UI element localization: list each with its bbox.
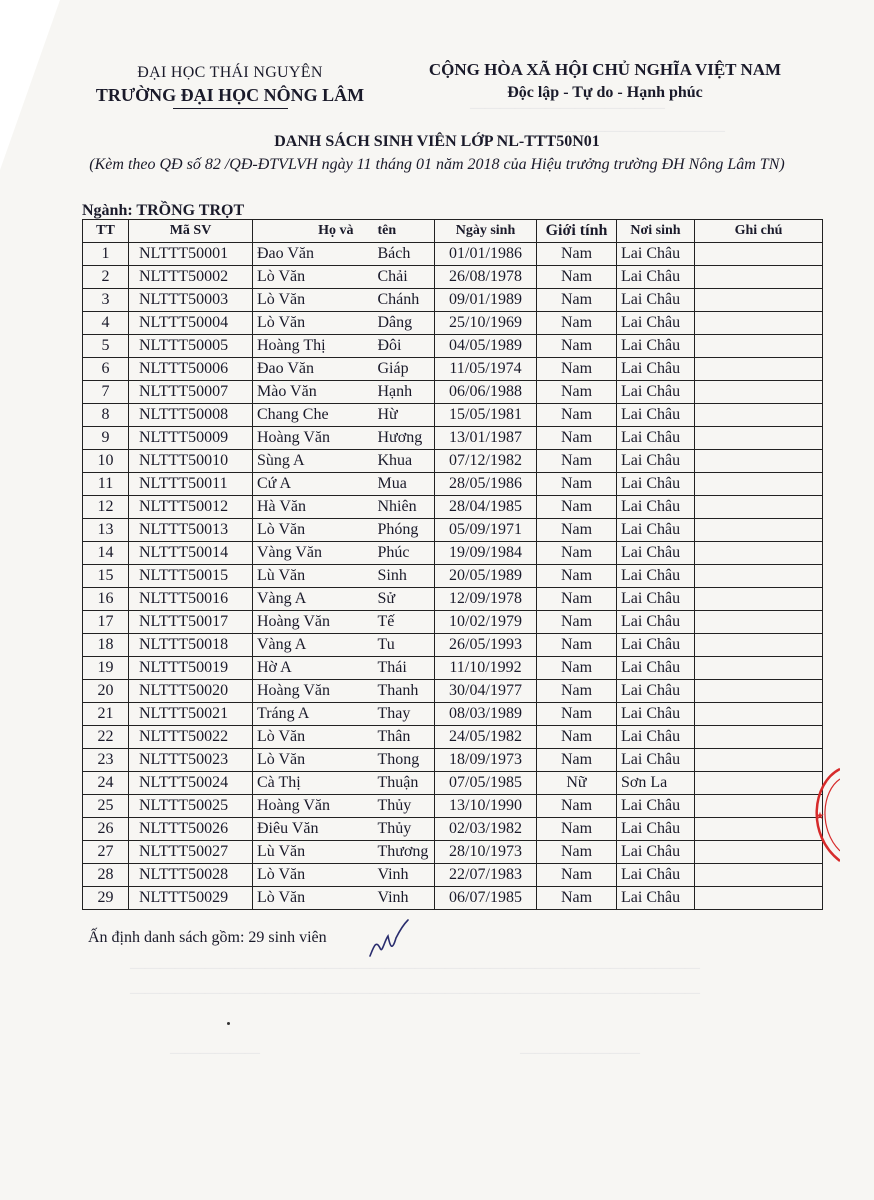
cell-family-name: Điêu Văn <box>253 818 358 841</box>
show-through-text: —————— <box>170 1045 260 1061</box>
cell-family-name: Lù Văn <box>253 841 358 864</box>
cell-student-code: NLTTT50009 <box>129 427 253 450</box>
cell-note <box>695 611 823 634</box>
cell-family-name: Sùng A <box>253 450 358 473</box>
cell-student-code: NLTTT50023 <box>129 749 253 772</box>
cell-family-name: Lò Văn <box>253 312 358 335</box>
cell-birthplace: Lai Châu <box>617 680 695 703</box>
cell-date-of-birth: 06/06/1988 <box>435 381 537 404</box>
cell-family-name: Lò Văn <box>253 749 358 772</box>
cell-birthplace: Lai Châu <box>617 864 695 887</box>
cell-birthplace: Lai Châu <box>617 266 695 289</box>
cell-family-name: Hờ A <box>253 657 358 680</box>
cell-note <box>695 473 823 496</box>
cell-student-code: NLTTT50004 <box>129 312 253 335</box>
cell-tt: 18 <box>83 634 129 657</box>
cell-gender: Nam <box>537 496 617 519</box>
cell-student-code: NLTTT50013 <box>129 519 253 542</box>
document-subtitle: (Kèm theo QĐ số 82 /QĐ-ĐTVLVH ngày 11 tháng 01 năm 2018 của Hiệu trưởng trường ĐH Nông Lâm TN) <box>89 156 785 173</box>
cell-gender: Nữ <box>537 772 617 795</box>
cell-gender: Nam <box>537 887 617 910</box>
cell-birthplace: Lai Châu <box>617 703 695 726</box>
cell-note <box>695 358 823 381</box>
cell-family-name: Hoàng Thị <box>253 335 358 358</box>
cell-tt: 9 <box>83 427 129 450</box>
cell-birthplace: Lai Châu <box>617 381 695 404</box>
cell-gender: Nam <box>537 312 617 335</box>
cell-student-code: NLTTT50014 <box>129 542 253 565</box>
cell-given-name: Chánh <box>358 289 435 312</box>
cell-gender: Nam <box>537 473 617 496</box>
table-row <box>83 335 823 358</box>
table-row <box>83 450 823 473</box>
cell-tt: 5 <box>83 335 129 358</box>
cell-tt: 21 <box>83 703 129 726</box>
cell-student-code: NLTTT50007 <box>129 381 253 404</box>
cell-tt: 20 <box>83 680 129 703</box>
cell-student-code: NLTTT50001 <box>129 243 253 266</box>
table-row <box>83 243 823 266</box>
cell-gender: Nam <box>537 565 617 588</box>
cell-given-name: Thủy <box>358 818 435 841</box>
cell-given-name: Chải <box>358 266 435 289</box>
cell-birthplace: Lai Châu <box>617 634 695 657</box>
cell-student-code: NLTTT50025 <box>129 795 253 818</box>
cell-family-name: Hoàng Văn <box>253 795 358 818</box>
cell-student-code: NLTTT50016 <box>129 588 253 611</box>
footer-summary: Ấn định danh sách gồm: 29 sinh viên <box>88 929 327 946</box>
cell-note <box>695 519 823 542</box>
cell-given-name: Phóng <box>358 519 435 542</box>
cell-gender: Nam <box>537 427 617 450</box>
table-row <box>83 634 823 657</box>
cell-tt: 14 <box>83 542 129 565</box>
cell-date-of-birth: 26/05/1993 <box>435 634 537 657</box>
cell-date-of-birth: 28/04/1985 <box>435 496 537 519</box>
cell-tt: 6 <box>83 358 129 381</box>
cell-tt: 3 <box>83 289 129 312</box>
cell-date-of-birth: 25/10/1969 <box>435 312 537 335</box>
cell-tt: 10 <box>83 450 129 473</box>
cell-family-name: Hoàng Văn <box>253 680 358 703</box>
table-row <box>83 703 823 726</box>
header-right <box>405 60 805 102</box>
cell-family-name: Vàng Văn <box>253 542 358 565</box>
ink-dot <box>227 1022 230 1025</box>
signature-mark <box>362 918 412 964</box>
cell-given-name: Nhiên <box>358 496 435 519</box>
cell-tt: 4 <box>83 312 129 335</box>
cell-given-name: Mua <box>358 473 435 496</box>
cell-gender: Nam <box>537 818 617 841</box>
cell-birthplace: Lai Châu <box>617 335 695 358</box>
cell-given-name: Vinh <box>358 887 435 910</box>
cell-note <box>695 887 823 910</box>
show-through-text: —————————————————————————————————————— <box>130 985 700 1001</box>
cell-tt: 22 <box>83 726 129 749</box>
national-motto: Độc lập - Tự do - Hạnh phúc <box>507 84 703 101</box>
table-row <box>83 496 823 519</box>
cell-given-name: Tế <box>358 611 435 634</box>
cell-gender: Nam <box>537 358 617 381</box>
cell-date-of-birth: 22/07/1983 <box>435 864 537 887</box>
cell-family-name: Cà Thị <box>253 772 358 795</box>
header-left <box>80 64 380 109</box>
cell-family-name: Lò Văn <box>253 289 358 312</box>
cell-birthplace: Lai Châu <box>617 841 695 864</box>
cell-gender: Nam <box>537 519 617 542</box>
header-family-name: Họ và <box>253 220 358 243</box>
cell-tt: 19 <box>83 657 129 680</box>
cell-given-name: Hạnh <box>358 381 435 404</box>
table-row <box>83 358 823 381</box>
cell-note <box>695 657 823 680</box>
cell-given-name: Dâng <box>358 312 435 335</box>
cell-gender: Nam <box>537 703 617 726</box>
university-name: ĐẠI HỌC THÁI NGUYÊN <box>137 64 323 81</box>
cell-tt: 2 <box>83 266 129 289</box>
cell-birthplace: Lai Châu <box>617 749 695 772</box>
cell-student-code: NLTTT50011 <box>129 473 253 496</box>
cell-tt: 17 <box>83 611 129 634</box>
table-row <box>83 312 823 335</box>
cell-family-name: Lò Văn <box>253 864 358 887</box>
cell-birthplace: Lai Châu <box>617 588 695 611</box>
cell-gender: Nam <box>537 588 617 611</box>
cell-date-of-birth: 06/07/1985 <box>435 887 537 910</box>
cell-tt: 25 <box>83 795 129 818</box>
cell-tt: 8 <box>83 404 129 427</box>
cell-student-code: NLTTT50012 <box>129 496 253 519</box>
cell-tt: 23 <box>83 749 129 772</box>
major-label: Ngành: TRỒNG TRỌT <box>82 202 245 219</box>
cell-student-code: NLTTT50024 <box>129 772 253 795</box>
cell-student-code: NLTTT50002 <box>129 266 253 289</box>
cell-family-name: Tráng A <box>253 703 358 726</box>
cell-given-name: Sinh <box>358 565 435 588</box>
cell-date-of-birth: 20/05/1989 <box>435 565 537 588</box>
official-stamp <box>800 765 840 865</box>
cell-given-name: Thuận <box>358 772 435 795</box>
cell-given-name: Bách <box>358 243 435 266</box>
cell-date-of-birth: 12/09/1978 <box>435 588 537 611</box>
cell-date-of-birth: 09/01/1989 <box>435 289 537 312</box>
cell-date-of-birth: 19/09/1984 <box>435 542 537 565</box>
cell-date-of-birth: 13/10/1990 <box>435 795 537 818</box>
cell-note <box>695 634 823 657</box>
cell-note <box>695 266 823 289</box>
table-row <box>83 887 823 910</box>
cell-date-of-birth: 30/04/1977 <box>435 680 537 703</box>
table-row <box>83 427 823 450</box>
cell-birthplace: Lai Châu <box>617 887 695 910</box>
cell-student-code: NLTTT50018 <box>129 634 253 657</box>
cell-tt: 7 <box>83 381 129 404</box>
school-underline <box>173 108 288 109</box>
cell-given-name: Thong <box>358 749 435 772</box>
table-row <box>83 864 823 887</box>
cell-given-name: Tu <box>358 634 435 657</box>
cell-birthplace: Lai Châu <box>617 404 695 427</box>
show-through-text: —————————————————————————————————————— <box>130 960 700 976</box>
cell-student-code: NLTTT50022 <box>129 726 253 749</box>
cell-gender: Nam <box>537 634 617 657</box>
header-code: Mã SV <box>129 220 253 243</box>
cell-birthplace: Lai Châu <box>617 611 695 634</box>
cell-birthplace: Sơn La <box>617 772 695 795</box>
cell-tt: 28 <box>83 864 129 887</box>
cell-gender: Nam <box>537 611 617 634</box>
cell-student-code: NLTTT50021 <box>129 703 253 726</box>
cell-gender: Nam <box>537 404 617 427</box>
cell-given-name: Thủy <box>358 795 435 818</box>
cell-note <box>695 404 823 427</box>
show-through-text: ————————————— <box>470 100 665 116</box>
header-dob: Ngày sinh <box>435 220 537 243</box>
cell-given-name: Phúc <box>358 542 435 565</box>
cell-note <box>695 726 823 749</box>
cell-student-code: NLTTT50020 <box>129 680 253 703</box>
cell-date-of-birth: 24/05/1982 <box>435 726 537 749</box>
cell-student-code: NLTTT50005 <box>129 335 253 358</box>
cell-gender: Nam <box>537 381 617 404</box>
cell-birthplace: Lai Châu <box>617 795 695 818</box>
cell-note <box>695 381 823 404</box>
cell-given-name: Hương <box>358 427 435 450</box>
cell-tt: 27 <box>83 841 129 864</box>
cell-note <box>695 312 823 335</box>
cell-given-name: Vinh <box>358 864 435 887</box>
cell-tt: 29 <box>83 887 129 910</box>
cell-gender: Nam <box>537 864 617 887</box>
header-given-name: tên <box>358 220 435 243</box>
cell-gender: Nam <box>537 542 617 565</box>
cell-note <box>695 335 823 358</box>
cell-student-code: NLTTT50015 <box>129 565 253 588</box>
document-title: DANH SÁCH SINH VIÊN LỚP NL-TTT50N01 <box>274 133 600 150</box>
cell-family-name: Hà Văn <box>253 496 358 519</box>
cell-birthplace: Lai Châu <box>617 565 695 588</box>
cell-family-name: Hoàng Văn <box>253 427 358 450</box>
cell-date-of-birth: 15/05/1981 <box>435 404 537 427</box>
cell-date-of-birth: 28/10/1973 <box>435 841 537 864</box>
cell-given-name: Thanh <box>358 680 435 703</box>
cell-gender: Nam <box>537 243 617 266</box>
cell-gender: Nam <box>537 450 617 473</box>
table-row <box>83 795 823 818</box>
cell-tt: 11 <box>83 473 129 496</box>
republic-name: CỘNG HÒA XÃ HỘI CHỦ NGHĨA VIỆT NAM <box>428 60 782 79</box>
cell-note <box>695 565 823 588</box>
cell-birthplace: Lai Châu <box>617 289 695 312</box>
cell-note <box>695 864 823 887</box>
cell-birthplace: Lai Châu <box>617 657 695 680</box>
cell-family-name: Lò Văn <box>253 726 358 749</box>
table-row <box>83 542 823 565</box>
cell-date-of-birth: 07/12/1982 <box>435 450 537 473</box>
cell-family-name: Đao Văn <box>253 358 358 381</box>
cell-student-code: NLTTT50003 <box>129 289 253 312</box>
cell-gender: Nam <box>537 795 617 818</box>
cell-family-name: Vàng A <box>253 634 358 657</box>
cell-note <box>695 588 823 611</box>
cell-tt: 24 <box>83 772 129 795</box>
cell-note <box>695 680 823 703</box>
table-header-row <box>83 220 823 243</box>
cell-birthplace: Lai Châu <box>617 496 695 519</box>
cell-family-name: Vàng A <box>253 588 358 611</box>
cell-birthplace: Lai Châu <box>617 542 695 565</box>
table-body <box>83 243 823 910</box>
cell-family-name: Lù Văn <box>253 565 358 588</box>
cell-date-of-birth: 26/08/1978 <box>435 266 537 289</box>
table-row <box>83 818 823 841</box>
cell-tt: 16 <box>83 588 129 611</box>
cell-birthplace: Lai Châu <box>617 726 695 749</box>
cell-family-name: Chang Che <box>253 404 358 427</box>
table-row <box>83 657 823 680</box>
cell-given-name: Thương <box>358 841 435 864</box>
cell-date-of-birth: 28/05/1986 <box>435 473 537 496</box>
cell-family-name: Mào Văn <box>253 381 358 404</box>
table-row <box>83 680 823 703</box>
table-row <box>83 749 823 772</box>
cell-student-code: NLTTT50019 <box>129 657 253 680</box>
cell-birthplace: Lai Châu <box>617 243 695 266</box>
cell-given-name: Đôi <box>358 335 435 358</box>
table-row <box>83 772 823 795</box>
cell-student-code: NLTTT50017 <box>129 611 253 634</box>
cell-student-code: NLTTT50029 <box>129 887 253 910</box>
cell-family-name: Lò Văn <box>253 887 358 910</box>
cell-date-of-birth: 18/09/1973 <box>435 749 537 772</box>
cell-birthplace: Lai Châu <box>617 427 695 450</box>
cell-date-of-birth: 08/03/1989 <box>435 703 537 726</box>
cell-note <box>695 542 823 565</box>
show-through-text: ——————————— <box>560 123 725 139</box>
cell-given-name: Thay <box>358 703 435 726</box>
cell-birthplace: Lai Châu <box>617 312 695 335</box>
cell-family-name: Cứ A <box>253 473 358 496</box>
student-table <box>82 219 823 910</box>
cell-tt: 12 <box>83 496 129 519</box>
cell-gender: Nam <box>537 335 617 358</box>
cell-note <box>695 427 823 450</box>
cell-family-name: Hoàng Văn <box>253 611 358 634</box>
cell-note <box>695 703 823 726</box>
cell-birthplace: Lai Châu <box>617 358 695 381</box>
cell-gender: Nam <box>537 726 617 749</box>
cell-gender: Nam <box>537 749 617 772</box>
table-row <box>83 726 823 749</box>
cell-given-name: Hừ <box>358 404 435 427</box>
cell-family-name: Lò Văn <box>253 519 358 542</box>
table-row <box>83 519 823 542</box>
cell-date-of-birth: 01/01/1986 <box>435 243 537 266</box>
cell-family-name: Lò Văn <box>253 266 358 289</box>
cell-date-of-birth: 13/01/1987 <box>435 427 537 450</box>
header-place: Nơi sinh <box>617 220 695 243</box>
cell-birthplace: Lai Châu <box>617 450 695 473</box>
table-row <box>83 289 823 312</box>
cell-birthplace: Lai Châu <box>617 473 695 496</box>
cell-student-code: NLTTT50010 <box>129 450 253 473</box>
table-row <box>83 841 823 864</box>
cell-gender: Nam <box>537 841 617 864</box>
cell-gender: Nam <box>537 266 617 289</box>
cell-date-of-birth: 10/02/1979 <box>435 611 537 634</box>
cell-tt: 15 <box>83 565 129 588</box>
cell-given-name: Khua <box>358 450 435 473</box>
table-row <box>83 381 823 404</box>
cell-note <box>695 450 823 473</box>
cell-date-of-birth: 11/05/1974 <box>435 358 537 381</box>
cell-student-code: NLTTT50006 <box>129 358 253 381</box>
cell-tt: 26 <box>83 818 129 841</box>
show-through-text: ———————— <box>520 1045 640 1061</box>
cell-given-name: Thái <box>358 657 435 680</box>
cell-student-code: NLTTT50026 <box>129 818 253 841</box>
cell-student-code: NLTTT50008 <box>129 404 253 427</box>
cell-tt: 1 <box>83 243 129 266</box>
cell-note <box>695 243 823 266</box>
table-row <box>83 473 823 496</box>
cell-family-name: Đao Văn <box>253 243 358 266</box>
cell-student-code: NLTTT50027 <box>129 841 253 864</box>
cell-gender: Nam <box>537 657 617 680</box>
cell-date-of-birth: 11/10/1992 <box>435 657 537 680</box>
cell-date-of-birth: 02/03/1982 <box>435 818 537 841</box>
table-row <box>83 404 823 427</box>
header-tt: TT <box>83 220 129 243</box>
table-row <box>83 588 823 611</box>
table-row <box>83 565 823 588</box>
cell-date-of-birth: 07/05/1985 <box>435 772 537 795</box>
cell-date-of-birth: 04/05/1989 <box>435 335 537 358</box>
cell-note <box>695 289 823 312</box>
cell-given-name: Thân <box>358 726 435 749</box>
cell-gender: Nam <box>537 289 617 312</box>
table-row <box>83 266 823 289</box>
cell-given-name: Sử <box>358 588 435 611</box>
cell-birthplace: Lai Châu <box>617 519 695 542</box>
header-gender: Giới tính <box>537 220 617 243</box>
cell-given-name: Giáp <box>358 358 435 381</box>
table-row <box>83 611 823 634</box>
cell-tt: 13 <box>83 519 129 542</box>
header-note: Ghi chú <box>695 220 823 243</box>
cell-birthplace: Lai Châu <box>617 818 695 841</box>
cell-note <box>695 496 823 519</box>
cell-student-code: NLTTT50028 <box>129 864 253 887</box>
svg-text:★: ★ <box>815 811 825 822</box>
cell-gender: Nam <box>537 680 617 703</box>
school-name: TRƯỜNG ĐẠI HỌC NÔNG LÂM <box>95 85 365 105</box>
cell-date-of-birth: 05/09/1971 <box>435 519 537 542</box>
